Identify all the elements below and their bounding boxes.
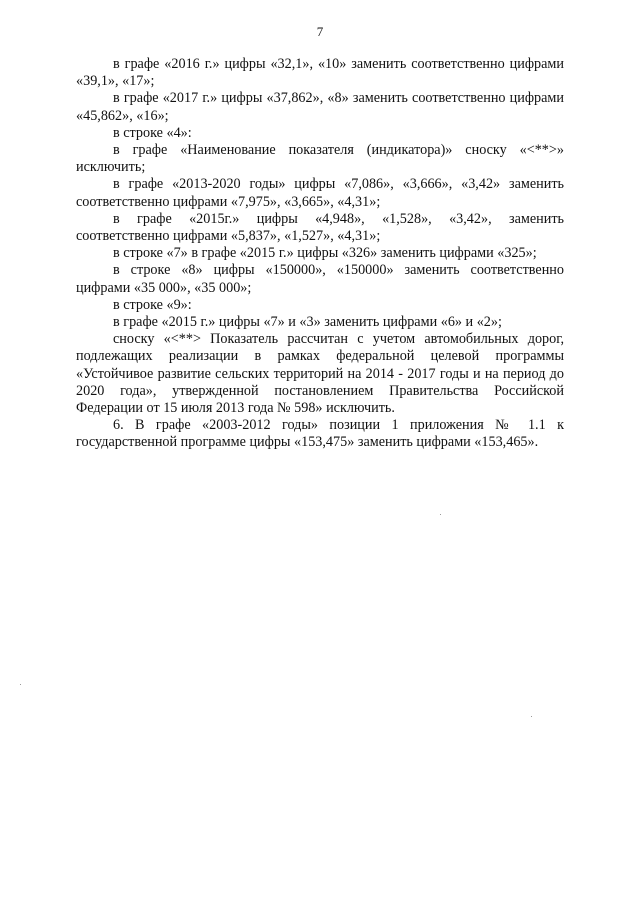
- paragraph: в графе «2016 г.» цифры «32,1», «10» заменить соответственно цифрами «39,1», «17»;: [76, 56, 564, 90]
- paragraph: в строке «4»:: [113, 124, 192, 141]
- paragraph: в строке «8» цифры «150000», «150000» заменить соответственно цифрами «35 000», «35 000»;: [76, 262, 564, 296]
- paragraph: в графе «2015г.» цифры «4,948», «1,528», «3,42», заменить соответственно цифрами «5,837», «1,527», «4,31»;: [76, 210, 564, 245]
- paragraph: в графе «2015 г.» цифры «7» и «3» заменить цифрами «6» и «2»;: [113, 314, 502, 331]
- paragraph: сноску «<**> Показатель рассчитан с учетом автомобильных дорог, подлежащих реализации в рамках федеральной целевой программы «Устойчивое развитие сельских территорий на 2014 - 2017 годы и на период до 2020 года», утвержденной постановлением Правительства Российской Федерации от 15 июля 2013 года № 598» исключить.: [76, 331, 564, 417]
- paragraph: в графе «2013-2020 годы» цифры «7,086», «3,666», «3,42» заменить соответственно цифрами «7,975», «3,665», «4,31»;: [76, 176, 564, 210]
- scan-speck: [20, 684, 21, 685]
- document-body: [76, 56, 564, 452]
- page-number: 7: [316, 24, 324, 39]
- paragraph: 6. В графе «2003-2012 годы» позиции 1 приложения № 1.1 к государственной программе цифры «153,475» заменить цифрами «153,465».: [76, 417, 564, 451]
- scan-speck: [440, 514, 441, 515]
- paragraph: в строке «9»:: [113, 296, 192, 313]
- paragraph: в строке «7» в графе «2015 г.» цифры «326» заменить цифрами «325»;: [113, 245, 537, 262]
- paragraph: в графе «Наименование показателя (индикатора)» сноску «<**>» исключить;: [76, 142, 564, 176]
- scan-speck: [531, 716, 532, 717]
- paragraph: в графе «2017 г.» цифры «37,862», «8» заменить соответственно цифрами «45,862», «16»;: [76, 90, 564, 124]
